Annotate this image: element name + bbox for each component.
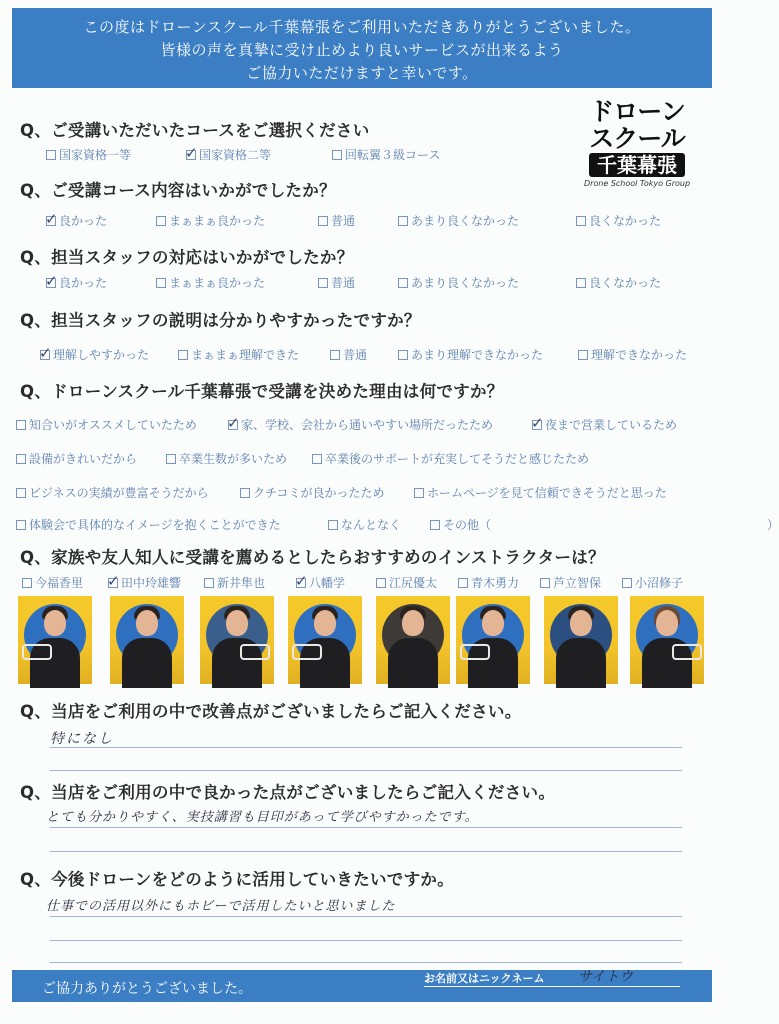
footer-thanks: ご協力ありがとうございました。 bbox=[42, 981, 252, 997]
option-explain-3[interactable]: 普通 bbox=[330, 346, 367, 363]
checkbox[interactable] bbox=[318, 278, 328, 288]
option-explain-1[interactable]: ✓理解しやすかった bbox=[40, 346, 149, 363]
checkbox[interactable] bbox=[16, 420, 26, 430]
question-course: Q、ご受講いただいたコースをご選択ください bbox=[20, 121, 370, 140]
option-staff-2[interactable]: まぁまぁ良かった bbox=[156, 274, 265, 291]
checkbox[interactable] bbox=[414, 488, 424, 498]
instructor-photo-1 bbox=[18, 596, 92, 684]
checkbox[interactable] bbox=[156, 278, 166, 288]
checkbox[interactable] bbox=[46, 150, 56, 160]
checkbox[interactable] bbox=[22, 578, 32, 588]
option-explain-2[interactable]: まぁまぁ理解できた bbox=[178, 346, 299, 363]
instructor-photo-4 bbox=[288, 596, 362, 684]
checkbox[interactable] bbox=[576, 278, 586, 288]
option-explain-4[interactable]: あまり理解できなかった bbox=[398, 346, 543, 363]
checkbox[interactable] bbox=[398, 350, 408, 360]
checkbox[interactable] bbox=[178, 350, 188, 360]
answer-good-points[interactable]: とても分かりやすく、実技講習も目印があって学びやすかったです。 bbox=[46, 810, 479, 825]
option-reason-7[interactable]: ビジネスの実績が豊富そうだから bbox=[16, 484, 209, 501]
header-line-3: ご協力いただけますと幸いです。 bbox=[246, 64, 478, 82]
answer-line bbox=[50, 770, 682, 771]
checkbox[interactable] bbox=[156, 216, 166, 226]
checkbox[interactable] bbox=[16, 454, 26, 464]
option-content-1[interactable]: ✓良かった bbox=[46, 212, 107, 229]
option-explain-5[interactable]: 理解できなかった bbox=[578, 346, 687, 363]
checkbox-checked[interactable] bbox=[46, 216, 56, 226]
checkbox[interactable] bbox=[540, 578, 550, 588]
option-reason-4[interactable]: 設備がきれいだから bbox=[16, 450, 137, 467]
option-course-2[interactable]: ✓ 国家資格二等 bbox=[186, 146, 271, 163]
checkbox[interactable] bbox=[166, 454, 176, 464]
option-reason-1[interactable]: 知合いがオススメしていたため bbox=[16, 416, 197, 433]
option-instructor-1[interactable]: 今福香里 bbox=[22, 574, 83, 591]
option-reason-12[interactable]: その他（ ） bbox=[430, 516, 779, 533]
question-staff-service: Q、担当スタッフの対応はいかがでしたか？ bbox=[20, 248, 354, 267]
checkbox[interactable] bbox=[16, 520, 26, 530]
instructor-photo-2 bbox=[110, 596, 184, 684]
option-reason-11[interactable]: なんとなく bbox=[328, 516, 401, 533]
header-banner bbox=[12, 8, 712, 88]
logo-line-3: 千葉幕張 bbox=[589, 153, 685, 177]
question-future-use: Q、今後ドローンをどのように活用していきたいですか。 bbox=[20, 870, 454, 889]
option-instructor-4[interactable]: ✓ 八幡学 bbox=[296, 574, 345, 591]
option-instructor-2[interactable]: ✓ 田中玲雄響 bbox=[108, 574, 181, 591]
checkbox-checked[interactable] bbox=[186, 150, 196, 160]
option-instructor-6[interactable]: 青木勇力 bbox=[458, 574, 519, 591]
logo-line-1: ドローン bbox=[589, 97, 685, 126]
checkbox[interactable] bbox=[328, 520, 338, 530]
instructor-photo-3 bbox=[200, 596, 274, 684]
instructor-photo-5 bbox=[376, 596, 450, 684]
question-reason: Q、ドローンスクール千葉幕張で受講を決めた理由は何ですか？ bbox=[20, 382, 504, 401]
option-reason-6[interactable]: 卒業後のサポートが充実してそうだと感じたため bbox=[312, 450, 589, 467]
checkbox-checked[interactable] bbox=[532, 420, 542, 430]
question-course-content: Q、ご受講コース内容はいかがでしたか？ bbox=[20, 181, 336, 200]
checkbox-checked[interactable] bbox=[228, 420, 238, 430]
logo-line-2: スクール bbox=[589, 124, 685, 153]
instructor-photo-8 bbox=[630, 596, 704, 684]
answer-line bbox=[50, 827, 682, 828]
option-reason-2[interactable]: ✓ 家、学校、会社から通いやすい場所だったため bbox=[228, 416, 493, 433]
answer-line bbox=[50, 940, 682, 941]
option-instructor-8[interactable]: 小沼修子 bbox=[622, 574, 683, 591]
footer-banner bbox=[12, 970, 712, 1002]
checkbox[interactable] bbox=[318, 216, 328, 226]
option-staff-4[interactable]: あまり良くなかった bbox=[398, 274, 519, 291]
checkbox-checked[interactable] bbox=[108, 578, 118, 588]
name-underline bbox=[424, 986, 680, 987]
option-reason-8[interactable]: クチコミが良かったため bbox=[240, 484, 385, 501]
option-staff-3[interactable]: 普通 bbox=[318, 274, 355, 291]
question-good-points: Q、当店をご利用の中で良かった点がございましたらご記入ください。 bbox=[20, 783, 556, 802]
option-course-3[interactable]: 回転翼３級コース bbox=[332, 146, 440, 163]
option-reason-10[interactable]: 体験会で具体的なイメージを抱くことができた bbox=[16, 516, 281, 533]
checkbox[interactable] bbox=[576, 216, 586, 226]
header-line-2: 皆様の声を真摯に受け止めより良いサービスが出来るよう bbox=[160, 41, 564, 59]
instructor-photo-7 bbox=[544, 596, 618, 684]
checkbox-checked[interactable] bbox=[46, 278, 56, 288]
checkbox[interactable] bbox=[330, 350, 340, 360]
option-content-5[interactable]: 良くなかった bbox=[576, 212, 661, 229]
option-content-3[interactable]: 普通 bbox=[318, 212, 355, 229]
answer-line bbox=[50, 916, 682, 917]
option-content-2[interactable]: まぁまぁ良かった bbox=[156, 212, 265, 229]
option-staff-5[interactable]: 良くなかった bbox=[576, 274, 661, 291]
logo-tagline: Drone School Tokyo Group bbox=[583, 179, 691, 188]
checkbox-checked[interactable] bbox=[296, 578, 306, 588]
checkbox[interactable] bbox=[204, 578, 214, 588]
option-instructor-5[interactable]: 江尻優太 bbox=[376, 574, 437, 591]
checkbox[interactable] bbox=[376, 578, 386, 588]
checkbox[interactable] bbox=[622, 578, 632, 588]
option-staff-1[interactable]: ✓良かった bbox=[46, 274, 107, 291]
checkbox-checked[interactable] bbox=[40, 350, 50, 360]
checkbox[interactable] bbox=[398, 278, 408, 288]
answer-line bbox=[50, 962, 682, 963]
option-content-4[interactable]: あまり良くなかった bbox=[398, 212, 519, 229]
option-instructor-7[interactable]: 芦立智保 bbox=[540, 574, 601, 591]
checkbox[interactable] bbox=[578, 350, 588, 360]
option-reason-5[interactable]: 卒業生数が多いため bbox=[166, 450, 287, 467]
checkbox[interactable] bbox=[398, 216, 408, 226]
option-reason-3[interactable]: ✓ 夜まで営業しているため bbox=[532, 416, 677, 433]
option-instructor-3[interactable]: 新井隼也 bbox=[204, 574, 265, 591]
answer-improvements[interactable]: 特になし bbox=[50, 731, 114, 747]
answer-line bbox=[50, 747, 682, 748]
name-field[interactable]: サイトウ bbox=[578, 969, 634, 985]
question-staff-explanation: Q、担当スタッフの説明は分かりやすかったですか？ bbox=[20, 311, 421, 330]
checkbox[interactable] bbox=[430, 520, 440, 530]
header-line-1: この度はドローンスクール千葉幕張をご利用いただきありがとうございました。 bbox=[83, 18, 641, 36]
answer-line bbox=[50, 851, 682, 852]
instructor-photo-6 bbox=[456, 596, 530, 684]
checkbox[interactable] bbox=[312, 454, 322, 464]
checkbox[interactable] bbox=[16, 488, 26, 498]
checkbox[interactable] bbox=[240, 488, 250, 498]
checkbox[interactable] bbox=[332, 150, 342, 160]
name-label: お名前又はニックネーム bbox=[424, 972, 545, 985]
option-course-1[interactable]: 国家資格一等 bbox=[46, 146, 131, 163]
school-logo bbox=[583, 98, 691, 202]
question-instructor: Q、家族や友人知人に受講を薦めるとしたらおすすめのインストラクターは？ bbox=[20, 548, 605, 567]
checkbox[interactable] bbox=[458, 578, 468, 588]
option-reason-9[interactable]: ホームページを見て信頼できそうだと思った bbox=[414, 484, 667, 501]
question-improvements: Q、当店をご利用の中で改善点がございましたらご記入ください。 bbox=[20, 702, 522, 721]
answer-future-use[interactable]: 仕事での活用以外にもホビーで活用したいと思いました bbox=[46, 899, 396, 914]
